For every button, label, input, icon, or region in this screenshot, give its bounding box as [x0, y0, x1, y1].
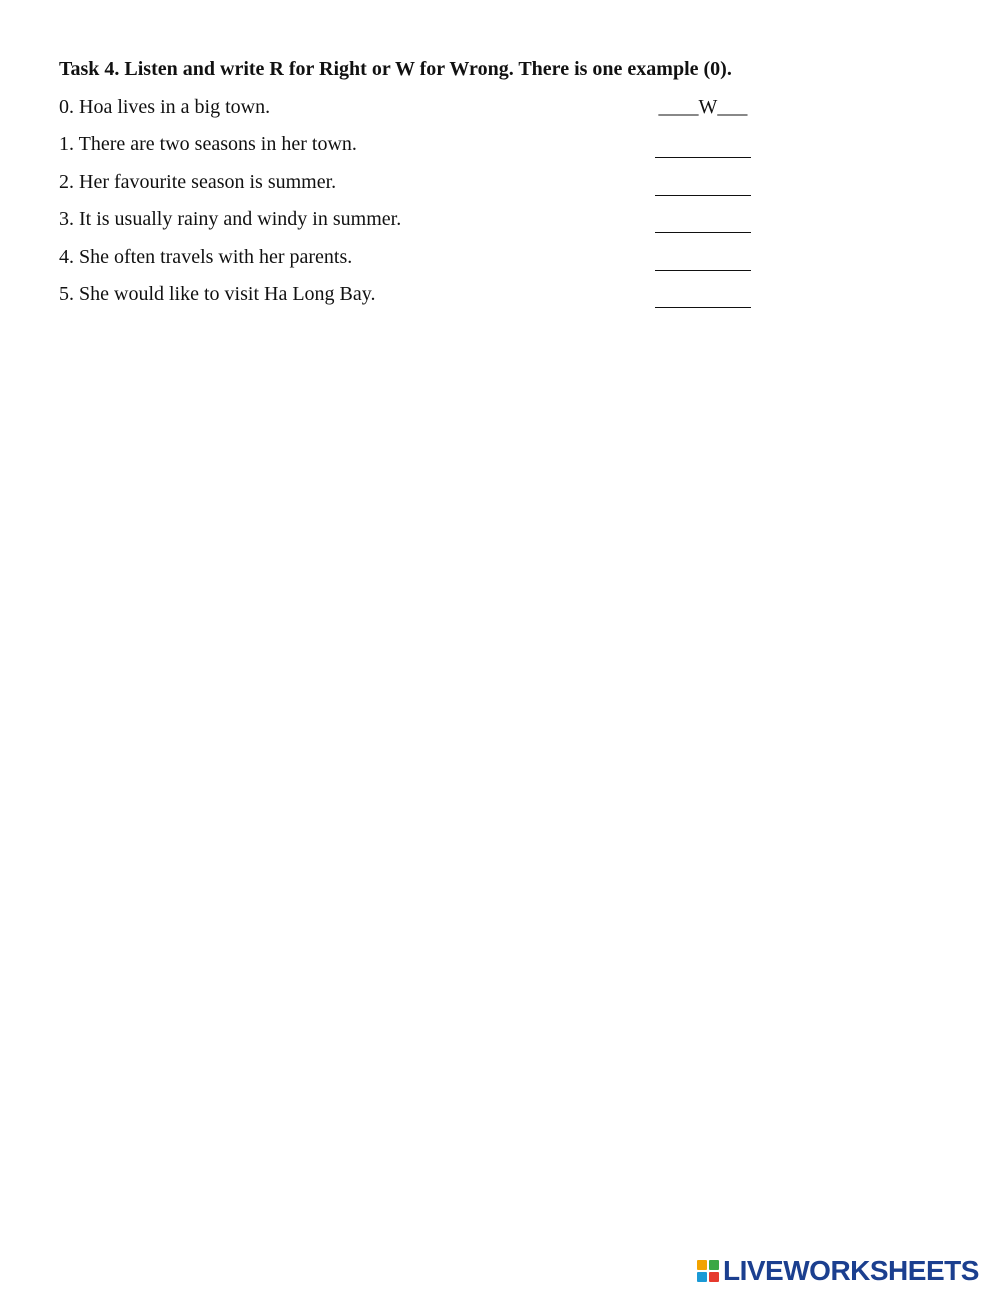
answer-input-5[interactable]	[655, 283, 751, 308]
question-text: 0. Hoa lives in a big town.	[59, 96, 271, 118]
logo-square	[697, 1272, 707, 1282]
answer-input-2[interactable]	[655, 171, 751, 196]
question-text: 4. She often travels with her parents.	[59, 246, 353, 268]
task-title: Task 4. Listen and write R for Right or W for Wrong. There is one example (0).	[59, 58, 732, 80]
logo-square	[697, 1260, 707, 1270]
question-text: 2. Her favourite season is summer.	[59, 171, 337, 193]
question-item-2	[59, 171, 759, 197]
logo-square	[709, 1260, 719, 1270]
answer-input-4[interactable]	[655, 246, 751, 271]
answer-input-3[interactable]	[655, 208, 751, 233]
logo-squares-icon	[697, 1260, 719, 1282]
question-item-4	[59, 246, 759, 272]
question-item-3	[59, 208, 759, 234]
question-text: 5. She would like to visit Ha Long Bay.	[59, 283, 376, 305]
question-item-5	[59, 283, 759, 309]
question-item-1	[59, 133, 759, 159]
question-text: 3. It is usually rainy and windy in summer.	[59, 208, 402, 230]
logo-text: LIVEWORKSHEETS	[723, 1255, 979, 1286]
logo-square	[709, 1272, 719, 1282]
liveworksheets-logo	[697, 1255, 979, 1287]
example-answer: ____W___	[658, 96, 748, 118]
question-text: 1. There are two seasons in her town.	[59, 133, 357, 155]
question-item-0	[59, 96, 759, 122]
answer-input-1[interactable]	[655, 133, 751, 158]
